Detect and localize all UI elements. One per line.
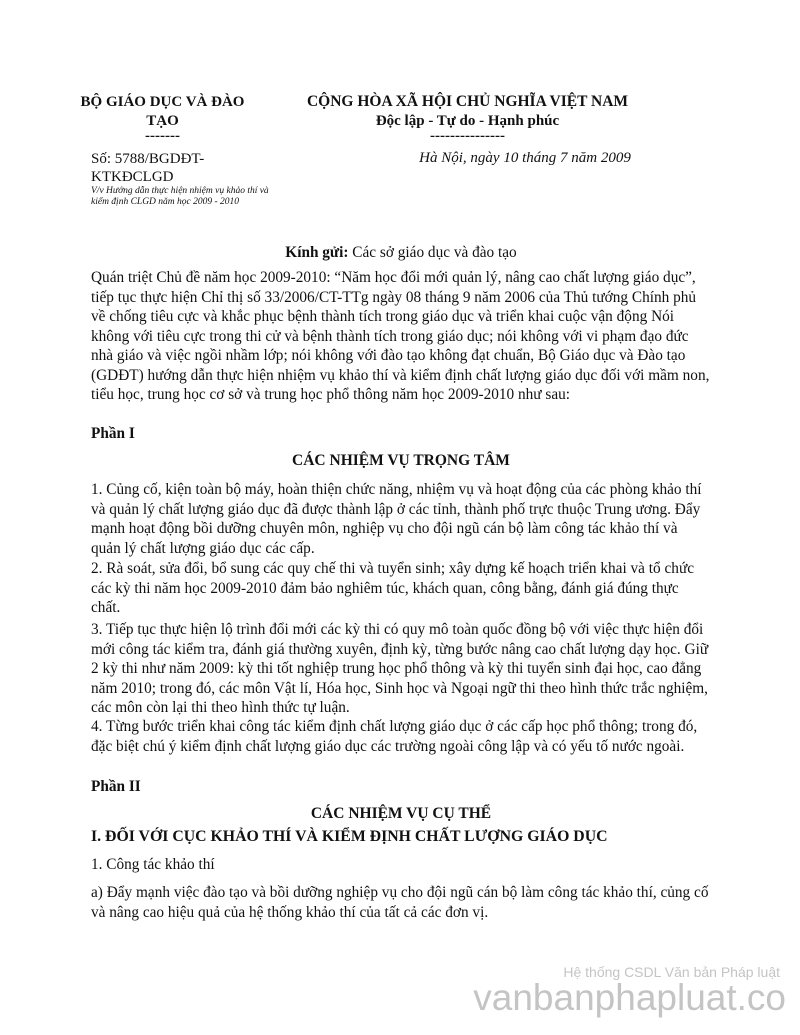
part2-label: Phần II <box>91 778 141 795</box>
national-motto: Độc lập - Tự do - Hạnh phúc <box>375 113 560 129</box>
document-date: Hà Nội, ngày 10 tháng 7 năm 2009 <box>419 150 631 166</box>
part1-label: Phần I <box>91 425 135 442</box>
document-number: Số: 5788/BGDĐT-KTKĐCLGD <box>91 151 205 185</box>
watermark-line2: vanbanphapluat.co <box>473 977 786 1018</box>
ministry-separator: ------- <box>145 128 180 144</box>
part2-title: CÁC NHIỆM VỤ CỤ THỂ <box>310 805 492 822</box>
section-heading-i: I. ĐỐI VỚI CỤC KHẢO THÍ VÀ KIỂM ĐỊNH CHẤT LƯỢNG GIÁO DỤC <box>91 828 608 845</box>
item-a-paragraph: a) Đẩy mạnh việc đào tạo và bồi dưỡng nghiệp vụ cho đội ngũ cán bộ làm công tác khảo thí, củng cố và nâng cao hiệu quả của hệ thống khảo thí của tất cả các đơn vị. <box>91 884 709 921</box>
watermark-line1: Hệ thống CSDL Văn bản Pháp luật <box>563 964 780 980</box>
subsection-khao-thi: 1. Công tác khảo thí <box>91 856 215 873</box>
ministry-name-line1: BỘ GIÁO DỤC VÀ ĐÀO <box>80 94 245 110</box>
document-subject: V/v Hướng dẫn thực hiện nhiệm vụ khảo thí và kiểm định CLGD năm học 2009 - 2010 <box>91 186 269 207</box>
salutation <box>91 244 711 262</box>
part1-item-1: 1. Củng cố, kiện toàn bộ máy, hoàn thiện chức năng, nhiệm vụ và hoạt động của các phòng khảo thí và quản lý chất lượng giáo dục đã được thành lập ở các tỉnh, thành phố trực thuộc Trung ương. Đẩy mạnh hoạt động bồi dưỡng chuyên môn, nghiệp vụ cho đội ngũ cán bộ làm công tác khảo thí và quản lý chất lượng giáo dục các cấp. <box>91 481 702 557</box>
part1-item-3: 3. Tiếp tục thực hiện lộ trình đổi mới các kỳ thi có quy mô toàn quốc đồng bộ với việc thực hiện đổi mới công tác kiểm tra, đánh giá thường xuyên, định kỳ, từng bước nâng cao chất lượng dạy học. Giữ 2 kỳ thi như năm 2009: kỳ thi tốt nghiệp trung học phổ thông và kỳ thi tuyển sinh đại học, cao đẳng năm 2010; trong đó, các môn Vật lí, Hóa học, Sinh học và Ngoại ngữ thi theo hình thức trắc nghiệm, các môn còn lại thi theo hình thức tự luận. <box>91 621 709 716</box>
intro-paragraph: Quán triệt Chủ đề năm học 2009-2010: “Năm học đổi mới quản lý, nâng cao chất lượng giáo dục”, tiếp tục thực hiện Chỉ thị số 33/2006/CT-TTg ngày 08 tháng 9 năm 2006 của Thủ tướng Chính phủ về chống tiêu cực và khắc phục bệnh thành tích trong giáo dục và triển khai cuộc vận động Nói không với tiêu cực trong thi cử và bệnh thành tích trong giáo dục; nói không với vi phạm đạo đức nhà giáo và việc ngồi nhầm lớp; nói không với đào tạo không đạt chuẩn, Bộ Giáo dục và Đào tạo (GDĐT) hướng dẫn thực hiện nhiệm vụ khảo thí và kiểm định chất lượng giáo dục đối với mầm non, tiểu học, trung học cơ sở và trung học phổ thông năm học 2009-2010 như sau: <box>91 269 710 403</box>
part1-item-4: 4. Từng bước triển khai công tác kiểm định chất lượng giáo dục ở các cấp học phổ thông; trong đó, đặc biệt chú ý kiểm định chất lượng giáo dục các trường ngoài công lập và có yếu tố nước ngoài. <box>91 718 698 755</box>
motto-separator: --------------- <box>430 128 505 144</box>
salutation-recipient: Các sở giáo dục và đào tạo <box>352 244 517 261</box>
salutation-label: Kính gửi: <box>285 244 349 261</box>
part1-item-2: 2. Rà soát, sửa đổi, bổ sung các quy chế thi và tuyển sinh; xây dựng kế hoạch triển khai và tổ chức các kỳ thi năm học 2009-2010 đảm bảo nghiêm túc, khách quan, công bằng, đánh giá đúng thực chất. <box>91 560 695 616</box>
country-name: CỘNG HÒA XÃ HỘI CHỦ NGHĨA VIỆT NAM <box>306 93 629 110</box>
ministry-name-line2: TẠO <box>146 113 179 129</box>
part1-title: CÁC NHIỆM VỤ TRỌNG TÂM <box>292 452 510 469</box>
